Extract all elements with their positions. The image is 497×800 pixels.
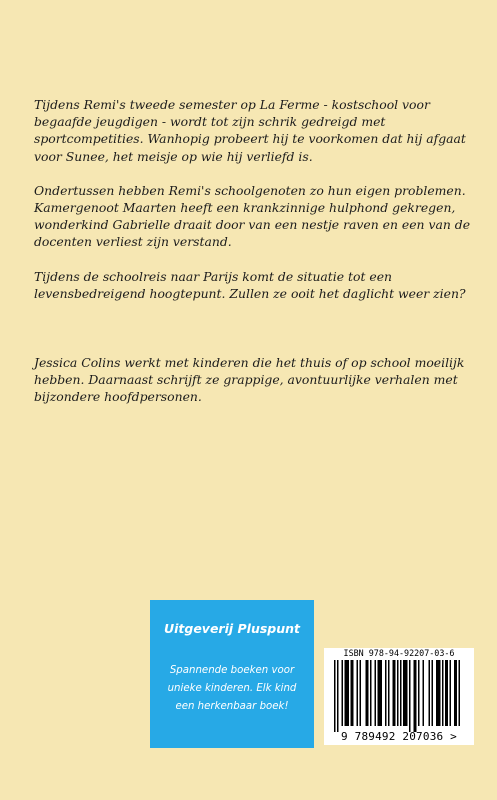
barcode-bar [345, 660, 350, 726]
blurb-paragraph: Tijdens de schoolreis naar Parijs komt de situatie tot een levensbedreigend hoogtepunt. Zullen ze ooit het daglicht weer zien? [34, 268, 466, 301]
barcode-digits: 9 789492 207036 > [341, 730, 457, 743]
barcode-bars [330, 660, 468, 732]
publisher-name: Uitgeverij Pluspunt [163, 621, 301, 636]
back-cover-blurb [34, 96, 474, 423]
barcode-bar [375, 660, 377, 726]
barcode-bar [418, 660, 420, 726]
barcode-bar [450, 660, 452, 726]
barcode-bar [432, 660, 434, 726]
barcode-bar [366, 660, 369, 726]
barcode-bar [351, 660, 354, 726]
barcode-bar [436, 660, 441, 726]
blurb-paragraph: Ondertussen hebben Remi's schoolgenoten zo hun eigen problemen. Kamergenoot Maarten heeft een krankzinnige hulphond gekregen, wonderkind Gabrielle draait door van een nestje raven en een van de docenten verliest zijn verstand. [34, 182, 471, 250]
barcode-bar [445, 660, 448, 726]
publisher-logo-box [150, 600, 314, 748]
barcode-bar [334, 660, 336, 732]
barcode-bar [370, 660, 372, 726]
barcode-bar [429, 660, 431, 726]
barcode-bar [459, 660, 461, 726]
barcode-bar [393, 660, 396, 726]
barcode-bar [397, 660, 399, 726]
isbn-barcode [324, 648, 474, 745]
barcode-bar [378, 660, 383, 726]
barcode-bar [342, 660, 344, 726]
barcode-bar [337, 660, 339, 732]
barcode-bar [360, 660, 362, 726]
barcode-bar [403, 660, 408, 726]
barcode-bar [423, 660, 425, 726]
barcode-bar [385, 660, 387, 726]
publisher-slogan: Spannende boeken voor unieke kinderen. Elk kind een herkenbaar boek! [167, 665, 297, 712]
author-bio: Jessica Colins werkt met kinderen die het thuis of op school moeilijk hebben. Daarnaast schrijft ze grappige, avontuurlijke verhalen met bijzondere hoofdpersonen. [34, 355, 465, 405]
barcode-bar [357, 660, 359, 726]
barcode-bar [414, 660, 417, 732]
barcode-bar [409, 660, 411, 732]
isbn-label: ISBN 978-94-92207-03-6 [343, 648, 455, 658]
barcode-bar [442, 660, 444, 726]
barcode-bar [388, 660, 390, 726]
barcode-bar [400, 660, 402, 726]
blurb-paragraph: Tijdens Remi's tweede semester op La Ferme - kostschool voor begaafde jeugdigen - wordt tot zijn schrik gedreigd met sportcompetities. Wanhopig probeert hij te voorkomen dat hij afgaat voor Sunee, het meisje op wie hij verliefd is. [34, 97, 466, 164]
barcode-bar [454, 660, 457, 726]
